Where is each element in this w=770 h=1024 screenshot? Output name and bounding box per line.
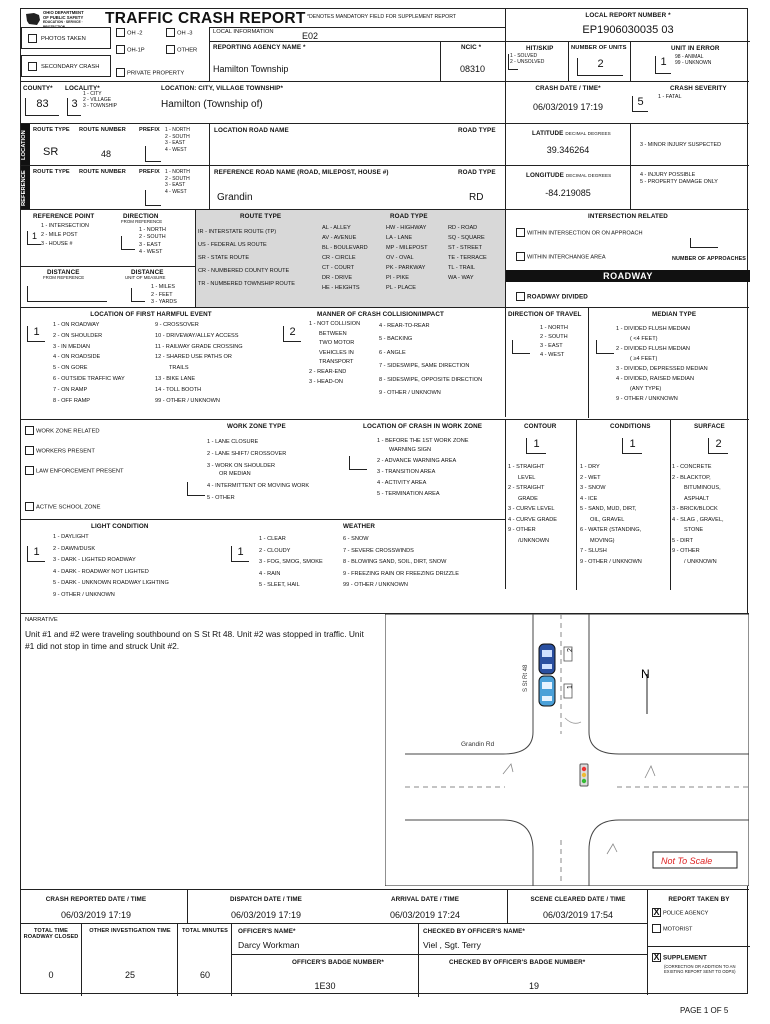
location-in-work-zone-label: LOCATION OF CRASH IN WORK ZONE — [363, 423, 483, 430]
first-harmful-event-label: LOCATION OF FIRST HARMFUL EVENT — [90, 311, 212, 318]
work-zone-type-options: 1 - LANE CLOSURE 2 - LANE SHIFT/ CROSSOVER 3 - WORK ON SHOULDER OR MEDIAN 4 - INTERMITTENT OR MOVING WORK 5 - OTHER — [207, 439, 310, 501]
weather-col2: 6 - SNOW 7 - SEVERE CROSSWINDS 8 - BLOWING SAND, SOIL, DIRT, SNOW 9 - FREEZING RAIN OR FREEZING DRIZZLE 99 - OTHER / UNKNOWN — [343, 536, 459, 589]
work-zone-type-label: WORK ZONE TYPE — [227, 423, 286, 430]
distance-box[interactable] — [27, 286, 107, 302]
ref-prefix-options: 1 - NORTH 2 - SOUTH 3 - EAST 4 - WEST — [165, 169, 190, 195]
local-info-label: LOCAL INFORMATION — [213, 29, 274, 35]
ref-prefix-label: PREFIX — [139, 169, 160, 175]
hit-skip-options: 1 - SOLVED 2 - UNSOLVED — [510, 53, 545, 65]
locality-label: LOCALITY* — [65, 85, 100, 92]
reporting-agency-value[interactable]: Hamilton Township — [213, 64, 289, 74]
crash-date-value[interactable]: 06/03/2019 17:19 — [532, 102, 604, 112]
unit-in-error-value[interactable]: 1 — [655, 56, 671, 74]
ncic-value[interactable]: 08310 — [460, 64, 486, 74]
svg-text:2: 2 — [567, 648, 574, 652]
contour-value[interactable]: 1 — [526, 438, 546, 454]
within-intersection-label: WITHIN INTERSECTION OR ON APPROACH — [526, 230, 643, 237]
other-label: OTHER — [176, 47, 198, 54]
ncic-label: NCIC * — [440, 42, 506, 82]
road-label-sr48: S St Rt 48 — [523, 664, 529, 692]
crash-date-label: CRASH DATE / TIME* — [535, 85, 601, 92]
location-label: LOCATION: CITY, VILLAGE TOWNSHIP* — [161, 85, 284, 92]
distance-uom-options: 1 - MILES 2 - FEET 3 - YARDS — [151, 284, 177, 306]
first-harmful-event-value[interactable]: 1 — [27, 326, 45, 342]
supplement-checkbox[interactable]: X — [653, 952, 660, 962]
light-condition-options: 1 - DAYLIGHT 2 - DAWN/DUSK 3 - DARK - LIGHTED ROADWAY 4 - DARK - ROADWAY NOT LIGHTED 5 - DARK - UNKNOWN ROADWAY LIGHTING 9 - OTHER / UNKNOWN — [53, 534, 169, 598]
page-number: PAGE 1 OF 5 — [680, 1006, 729, 1015]
road-type-header: ROAD TYPE — [390, 213, 428, 220]
private-property-checkbox[interactable] — [116, 68, 125, 77]
officer-badge-label: OFFICER'S BADGE NUMBER* — [292, 959, 384, 966]
secondary-crash-checkbox[interactable] — [28, 62, 37, 71]
approaches-box[interactable] — [690, 238, 718, 248]
prefix-label: PREFIX — [139, 127, 160, 133]
motorist-checkbox[interactable] — [652, 924, 661, 933]
dispatch-label: DISPATCH DATE / TIME — [230, 896, 302, 903]
county-label: COUNTY* — [23, 85, 53, 92]
route-type-label: ROUTE TYPE — [33, 127, 70, 133]
direction-label: DIRECTION — [123, 213, 159, 220]
reference-side-label: REFERENCE — [21, 170, 27, 206]
longitude-label: LONGITUDE — [526, 172, 564, 179]
local-info-value[interactable]: E02 — [302, 31, 319, 41]
surface-value[interactable]: 2 — [708, 438, 728, 454]
county-value[interactable]: 83 — [25, 98, 59, 116]
location-side-label: LOCATION — [21, 130, 27, 160]
road-type-col3: RD - ROAD SQ - SQUARE ST - STREET TE - TERRACE TL - TRAIL WA - WAY — [448, 225, 487, 281]
scene-cleared-label: SCENE CLEARED DATE / TIME — [530, 896, 626, 903]
reference-road-label: REFERENCE ROAD NAME (ROAD, MILEPOST, HOUSE #) — [209, 166, 393, 210]
route-number-label: ROUTE NUMBER — [79, 127, 126, 133]
contour-label: CONTOUR — [524, 423, 557, 430]
photos-taken-checkbox[interactable] — [28, 34, 37, 43]
oh2-label: OH -2 — [126, 30, 143, 37]
checked-badge-label: CHECKED BY OFFICER'S BADGE NUMBER* — [449, 959, 586, 966]
manner-col2: 4 - REAR-TO-REAR 5 - BACKING 6 - ANGLE 7 - SIDESWIPE, SAME DIRECTION 8 - SIDESWIPE, OPPOSITE DIRECTION 9 - OTHER / UNKNOWN — [379, 323, 483, 397]
number-of-approaches-label: NUMBER OF APPROACHES — [672, 256, 746, 262]
road-type-col1: AL - ALLEY AV - AVENUE BL - BOULEVARD CR - CIRCLE CT - COURT DR - DRIVE HE - HEIGHTS — [322, 225, 368, 291]
workers-present-checkbox[interactable] — [25, 446, 34, 455]
location-road-name-label: LOCATION ROAD NAME — [209, 124, 293, 166]
crash-reported-value[interactable]: 06/03/2019 17:19 — [60, 910, 132, 920]
latitude-value[interactable]: 39.346264 — [546, 145, 590, 155]
number-of-units-value[interactable]: 2 — [577, 58, 623, 76]
within-interchange-label: WITHIN INTERCHANGE AREA — [526, 254, 606, 261]
ref-route-number-label: ROUTE NUMBER — [79, 169, 126, 175]
road-type-label: ROAD TYPE — [458, 127, 496, 134]
logo-text-3: EDUCATION · SERVICE · PROTECTION — [43, 20, 83, 29]
location-in-work-zone-options: 1 - BEFORE THE 1ST WORK ZONE WARNING SIGN 2 - ADVANCE WARNING AREA 3 - TRANSITION AREA 4 - ACTIVITY AREA 5 - TERMINATION AREA — [377, 438, 469, 497]
unit-2-vehicle — [539, 644, 555, 674]
road-type-col2: HW - HIGHWAY LA - LANE MP - MILEPOST OV - OVAL PK - PARKWAY PI - PIKE PL - PLACE — [386, 225, 428, 291]
number-of-units-label: NUMBER OF UNITS — [571, 45, 627, 51]
work-zone-related-label: WORK ZONE RELATED — [35, 428, 100, 435]
route-number-value[interactable]: 48 — [101, 149, 112, 159]
total-time-label: TOTAL TIME ROADWAY CLOSED — [23, 928, 79, 941]
manner-of-crash-value[interactable]: 2 — [283, 326, 301, 342]
route-type-options: IR - INTERSTATE ROUTE (TP) US - FEDERAL US ROUTE SR - STATE ROUTE CR - NUMBERED COUNTY ROUTE TR - NUMBERED TOWNSHIP ROUTE — [198, 229, 295, 287]
police-agency-label: POLICE AGENCY — [662, 910, 709, 917]
supplement-note: (CORRECTION OR ADDITION TO AN EXISTING REPORT SENT TO ODPS) — [664, 964, 736, 975]
conditions-value[interactable]: 1 — [622, 438, 642, 454]
reference-point-value[interactable]: 1 — [27, 231, 41, 245]
officer-badge-value[interactable]: 1E30 — [314, 981, 336, 991]
hit-skip-box[interactable] — [508, 54, 518, 70]
svg-text:N: N — [641, 667, 650, 681]
total-minutes-value[interactable]: 60 — [199, 970, 210, 980]
weather-col1: 1 - CLEAR 2 - CLOUDY 3 - FOG, SMOG, SMOKE 4 - RAIN 5 - SLEET, HAIL — [259, 536, 323, 589]
crash-severity-options: 1 - FATAL — [658, 94, 682, 100]
roadway-header: ROADWAY — [506, 270, 750, 282]
locality-options: 1 - CITY 2 - VILLAGE 3 - TOWNSHIP — [83, 91, 117, 109]
contour-options: 1 - STRAIGHT LEVEL 2 - STRAIGHT GRADE 3 - CURVE LEVEL 4 - CURVE GRADE 9 - OTHER /UNKNOWN — [508, 464, 558, 544]
direction-sub: FROM REFERENCE — [121, 219, 163, 224]
mandatory-note: *DENOTES MANDATORY FIELD FOR SUPPLEMENT REPORT — [307, 14, 457, 20]
roadway-divided-label: ROADWAY DIVIDED — [526, 293, 588, 301]
traffic-light-icon — [580, 764, 588, 786]
light-condition-value[interactable]: 1 — [27, 546, 45, 562]
unit-in-error-label: UNIT IN ERROR — [671, 45, 720, 52]
narrative-text[interactable]: Unit #1 and #2 were traveling southbound on S St Rt 48. Unit #2 was stopped in traffic. Unit #1 did not stop in time and struck Unit #2. — [25, 629, 364, 651]
police-agency-checkbox[interactable]: X — [653, 907, 660, 917]
oh1p-label: OH-1P — [126, 47, 145, 54]
odps-logo — [25, 11, 101, 27]
ohio-state-icon — [25, 12, 41, 26]
latitude-unit: DECIMAL DEGREES — [565, 131, 611, 136]
median-type-options: 1 - DIVIDED FLUSH MEDIAN ( <4 FEET) 2 - DIVIDED FLUSH MEDIAN ( ≥4 FEET) 3 - DIVIDED, DEPRESSED MEDIAN 4 - DIVIDED, RAISED MEDIAN (ANY TYPE) 9 - OTHER / UNKNOWN — [616, 326, 708, 402]
distance-uom-sub: UNIT OF MEASURE — [125, 275, 166, 280]
checked-badge-value[interactable]: 19 — [528, 981, 539, 991]
narrative-label: NARRATIVE — [25, 617, 58, 623]
reference-road-value[interactable]: Grandin — [217, 192, 253, 203]
reference-road-type-value[interactable]: RD — [469, 192, 484, 203]
harmful-event-col2: 9 - CROSSOVER 10 - DRIVEWAY/ALLEY ACCESS 11 - RAILWAY GRADE CROSSING 12 - SHARED USE PATHS OR TRAILS 13 - BIKE LANE 14 - TOLL BOOTH 99 - OTHER / UNKNOWN — [155, 322, 243, 404]
active-school-zone-label: ACTIVE SCHOOL ZONE — [35, 504, 101, 511]
crash-diagram — [385, 614, 749, 886]
reference-point-label: REFERENCE POINT — [33, 213, 95, 220]
logo-text-2: OF PUBLIC SAFETY — [43, 14, 84, 20]
ref-prefix-box[interactable] — [145, 190, 161, 206]
law-enforcement-present-label: LAW ENFORCEMENT PRESENT — [35, 468, 124, 475]
surface-label: SURFACE — [694, 423, 725, 430]
unit-in-error-options: 98 - ANIMAL 99 - UNKNOWN — [675, 54, 712, 66]
secondary-crash-label: SECONDARY CRASH — [41, 64, 100, 70]
total-time-value[interactable]: 0 — [48, 970, 54, 980]
private-property-label: PRIVATE PROPERTY — [126, 70, 185, 77]
weather-value[interactable]: 1 — [231, 546, 249, 562]
supplement-label: SUPPLEMENT — [662, 954, 707, 962]
light-condition-label: LIGHT CONDITION — [91, 523, 149, 530]
work-zone-related-checkbox[interactable] — [25, 426, 34, 435]
svg-text:1: 1 — [567, 685, 574, 689]
surface-options: 1 - CONCRETE 2 - BLACKTOP, BITUMINOUS, ASPHALT 3 - BRICK/BLOCK 4 - SLAG , GRAVEL, STONE 5 - DIRT 9 - OTHER / UNKNOWN — [672, 464, 724, 565]
severity-options-end: 4 - INJURY POSSIBLE 5 - PROPERTY DAMAGE ONLY — [640, 172, 718, 186]
median-type-label: MEDIAN TYPE — [652, 311, 697, 318]
distance-sub: FROM REFERENCE — [43, 275, 85, 280]
longitude-value[interactable]: -84.219085 — [545, 188, 591, 198]
checked-by-value[interactable]: Viel , Sgt. Terry — [423, 940, 481, 950]
roadway-divided-checkbox[interactable] — [516, 292, 525, 301]
median-type-box[interactable] — [596, 340, 614, 354]
within-interchange-checkbox[interactable] — [516, 252, 525, 261]
locality-value[interactable]: 3 — [67, 98, 81, 116]
oh1p-checkbox[interactable] — [116, 45, 125, 54]
conditions-label: CONDITIONS — [610, 423, 651, 430]
distance-label: DISTANCE — [47, 269, 80, 276]
arrival-value[interactable]: 06/03/2019 17:24 — [389, 910, 461, 920]
prefix-options: 1 - NORTH 2 - SOUTH 3 - EAST 4 - WEST — [165, 127, 190, 153]
distance-uom-label: DISTANCE — [131, 269, 164, 276]
photos-taken-label: PHOTOS TAKEN — [41, 36, 86, 42]
not-to-scale-label: Not To Scale — [661, 856, 713, 866]
crash-severity-value[interactable]: 5 — [632, 96, 648, 112]
report-title: TRAFFIC CRASH REPORT — [105, 10, 306, 27]
route-road-type-legend — [195, 210, 505, 308]
motorist-label: MOTORIST — [662, 926, 693, 933]
other-checkbox[interactable] — [166, 45, 175, 54]
direction-options: 1 - NORTH 2 - SOUTH 3 - EAST 4 - WEST — [139, 227, 166, 256]
direction-of-travel-label: DIRECTION OF TRAVEL — [508, 311, 582, 318]
prefix-box[interactable] — [145, 146, 161, 162]
distance-uom-box[interactable] — [131, 288, 145, 302]
scene-cleared-value[interactable]: 06/03/2019 17:54 — [542, 910, 614, 920]
checked-by-label: CHECKED BY OFFICER'S NAME* — [423, 928, 525, 935]
route-type-value[interactable]: SR — [43, 146, 59, 158]
work-zone-type-box[interactable] — [187, 482, 205, 496]
manner-of-crash-label: MANNER OF CRASH COLLISION/IMPACT — [317, 311, 444, 318]
severity-options-cont: 3 - MINOR INJURY SUSPECTED — [640, 142, 721, 148]
within-intersection-checkbox[interactable] — [516, 228, 525, 237]
intersection-related-label: INTERSECTION RELATED — [588, 213, 668, 220]
workers-present-label: WORKERS PRESENT — [35, 448, 95, 455]
active-school-zone-checkbox[interactable] — [25, 502, 34, 511]
reference-point-options: 1 - INTERSECTION 2 - MILE POST 3 - HOUSE # — [41, 223, 89, 247]
hit-skip-label: HIT/SKIP — [526, 45, 554, 52]
longitude-unit: DECIMAL DEGREES — [565, 173, 612, 178]
narrative-section — [21, 613, 749, 885]
other-investigation-value[interactable]: 25 — [124, 970, 135, 980]
latitude-label: LATITUDE — [532, 130, 564, 137]
other-investigation-label: OTHER INVESTIGATION TIME — [89, 928, 171, 934]
officer-name-value[interactable]: Darcy Workman — [238, 940, 300, 950]
arrival-label: ARRIVAL DATE / TIME — [390, 896, 460, 903]
law-enforcement-present-checkbox[interactable] — [25, 466, 34, 475]
route-type-header: ROUTE TYPE — [240, 213, 282, 220]
location-in-work-zone-box[interactable] — [349, 456, 367, 470]
direction-of-travel-options: 1 - NORTH 2 - SOUTH 3 - EAST 4 - WEST — [540, 325, 568, 358]
direction-of-travel-box[interactable] — [512, 340, 530, 354]
harmful-event-col1: 1 - ON ROADWAY 2 - ON SHOULDER 3 - IN MEDIAN 4 - ON ROADSIDE 5 - ON GORE 6 - OUTSIDE TRAFFIC WAY 7 - ON RAMP 8 - OFF RAMP — [53, 322, 125, 404]
ref-route-type-label: ROUTE TYPE — [33, 169, 70, 175]
officer-name-label: OFFICER'S NAME* — [238, 928, 296, 935]
oh3-checkbox[interactable] — [166, 28, 175, 37]
local-report-number-value[interactable]: EP1906030035 03 — [582, 24, 674, 36]
logo-text-1: OHIO DEPARTMENT — [43, 10, 84, 15]
oh3-label: OH -3 — [176, 30, 193, 37]
oh2-checkbox[interactable] — [116, 28, 125, 37]
location-value[interactable]: Hamilton (Township of) — [161, 99, 263, 110]
road-label-grandin: Grandin Rd — [461, 741, 495, 748]
crash-severity-label: CRASH SEVERITY — [670, 85, 727, 92]
crash-report-form — [20, 8, 748, 994]
report-taken-by-label: REPORT TAKEN BY — [668, 896, 730, 903]
ref-road-type-label: ROAD TYPE — [458, 169, 496, 176]
direction-box[interactable] — [121, 236, 135, 250]
dispatch-value[interactable]: 06/03/2019 17:19 — [230, 910, 302, 920]
crash-reported-label: CRASH REPORTED DATE / TIME — [45, 896, 147, 903]
weather-label: WEATHER — [343, 523, 376, 530]
reporting-agency-label: REPORTING AGENCY NAME * — [213, 44, 306, 51]
conditions-options: 1 - DRY 2 - WET 3 - SNOW 4 - ICE 5 - SAND, MUD, DIRT, OIL, GRAVEL 6 - WATER (STANDING, MOVING) 7 - SLUSH 9 - OTHER / UNKNOWN — [580, 464, 642, 565]
unit-1-vehicle — [539, 676, 555, 706]
total-minutes-label: TOTAL MINUTES — [181, 928, 229, 934]
manner-col1: 1 - NOT COLLISION BETWEEN TWO MOTOR VEHICLES IN TRANSPORT 2 - REAR-END 3 - HEAD-ON — [309, 321, 361, 385]
local-report-number-label: LOCAL REPORT NUMBER * — [585, 12, 671, 19]
